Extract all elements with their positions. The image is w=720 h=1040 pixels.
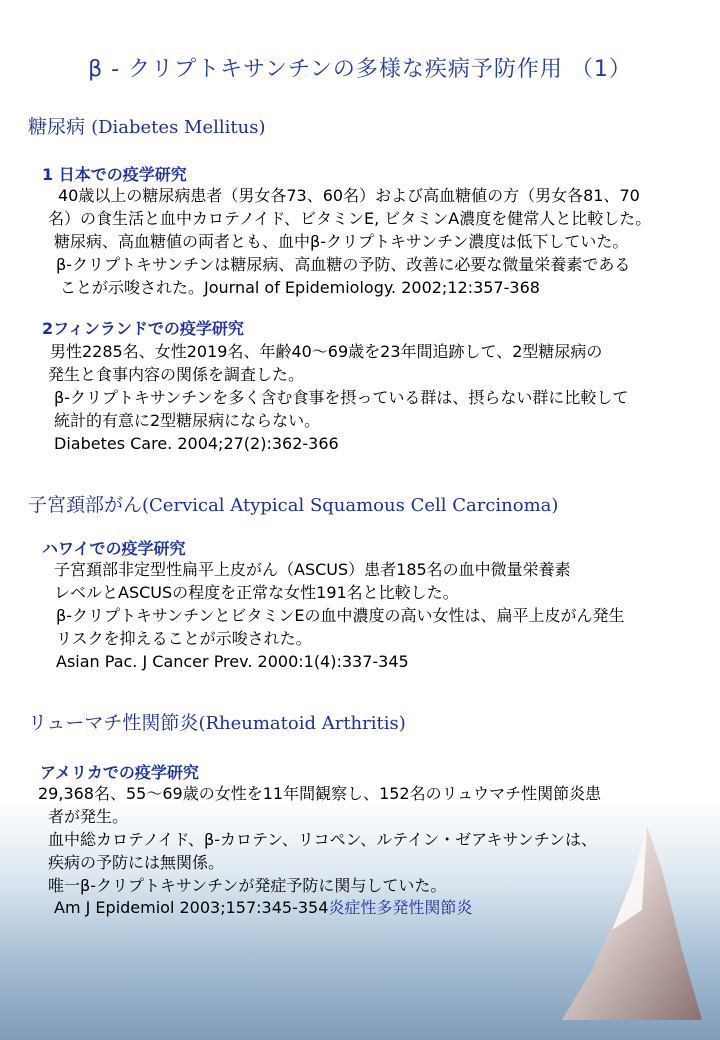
section-heading-rheumatoid: リューマチ性関節炎(Rheumatoid Arthritis) (28, 712, 406, 734)
text-line: レベルとASCUSの程度を正常な女性191名と比較した。 (54, 583, 459, 602)
page-title: β - クリプトキサンチンの多様な疾病予防作用 （1） (88, 57, 632, 82)
text-line: 疾病の予防には無関係。 (48, 853, 225, 872)
text-line: 男性2285名、女性2019名、年齢40～69歳を23年間追跡して、2型糖尿病の (50, 342, 603, 361)
study-heading-japan: 1 日本での疫学研究 (42, 165, 187, 184)
text-line: 子宮頚部非定型性扁平上皮がん（ASCUS）患者185名の血中微量栄養素 (54, 560, 571, 579)
text-line: β-クリプトキサンチンとビタミンEの血中濃度の高い女性は、扁平上皮がん発生 (56, 606, 625, 625)
text-line: 発生と食事内容の関係を調査した。 (48, 365, 305, 384)
text-line: 名）の食生活と血中カロテノイド、ビタミンE, ビタミンA濃度を健常人と比較した。 (48, 209, 652, 228)
section-heading-cervical: 子宮頚部がん(Cervical Atypical Squamous Cell Carcinoma) (28, 494, 559, 516)
text-line: リスクを抑えることが示唆された。 (56, 629, 312, 648)
text-line: 40歳以上の糖尿病患者（男女各73、60名）および高血糖値の方（男女各81、70 (58, 186, 640, 205)
text-line: Diabetes Care. 2004;27(2):362-366 (54, 434, 339, 453)
text-line: 唯一β-クリプトキサンチンが発症予防に関与していた。 (48, 876, 447, 895)
blue-annotation: 炎症性多発性関節炎 (328, 898, 473, 917)
study-heading-finland: 2フィンランドでの疫学研究 (42, 319, 244, 338)
text-line-citation (54, 896, 472, 919)
text-line: 統計的有意に2型糖尿病にならない。 (54, 411, 321, 430)
text-line: 29,368名、55～69歳の女性を11年間観察し、152名のリュウマチ性関節炎患 (38, 784, 602, 803)
text-line: 者が発生。 (48, 807, 129, 826)
section-heading-diabetes: 糖尿病 (Diabetes Mellitus) (28, 116, 266, 138)
citation-text: Am J Epidemiol 2003;157:345-354 (54, 898, 329, 917)
study-heading-america: アメリカでの疫学研究 (40, 763, 199, 782)
text-line: Asian Pac. J Cancer Prev. 2000:1(4):337-345 (56, 652, 409, 671)
text-line: 糖尿病、高血糖値の両者とも、血中β-クリプトキサンチン濃度は低下していた。 (54, 232, 629, 251)
study-heading-hawaii: ハワイでの疫学研究 (42, 539, 186, 558)
text-line: β-クリプトキサンチンは糖尿病、高血糖の予防、改善に必要な微量栄養素である (56, 255, 631, 274)
text-line: ことが示唆された。Journal of Epidemiology. 2002;12:357-368 (60, 278, 540, 297)
text-line: 血中総カロテノイド、β-カロテン、リコペン、ルテイン・ゼアキサンチンは、 (48, 830, 597, 849)
text-line: β-クリプトキサンチンを多く含む食事を摂っている群は、摂らない群に比較して (54, 388, 629, 407)
